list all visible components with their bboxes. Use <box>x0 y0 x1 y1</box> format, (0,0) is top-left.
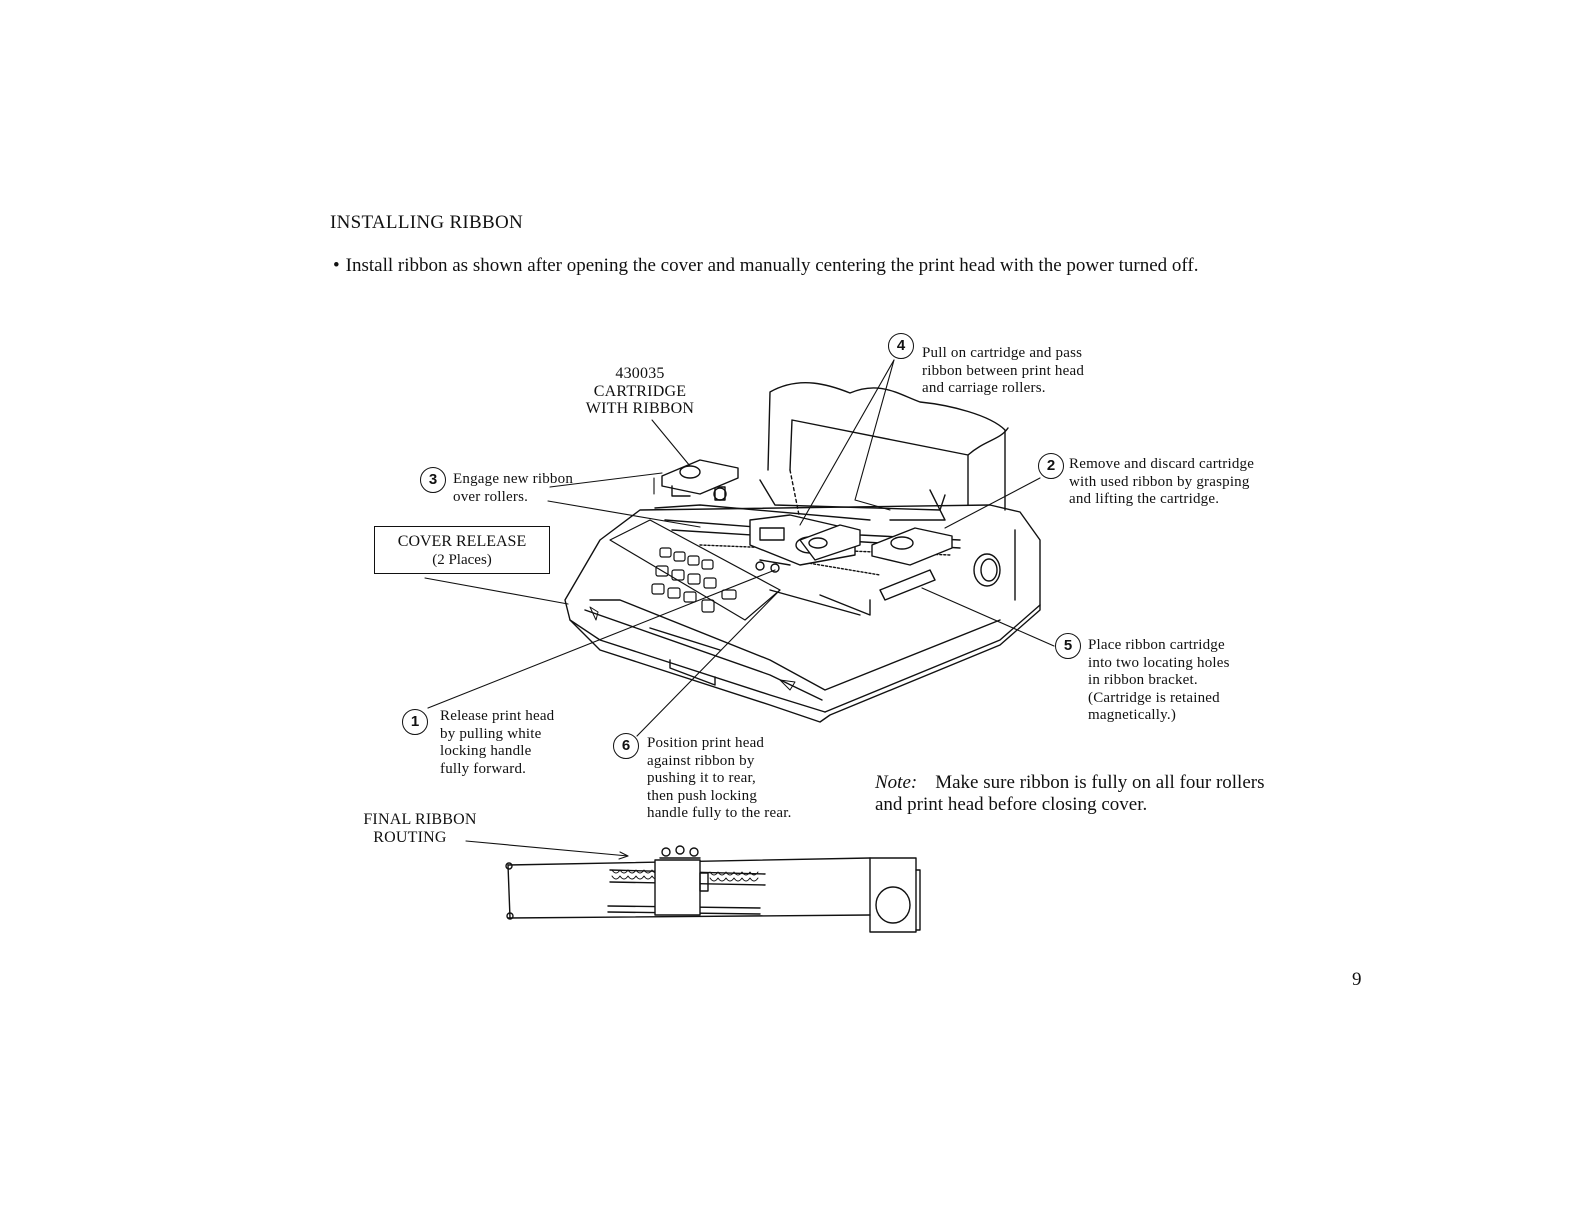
cartridge-part-number: 430035 <box>615 365 665 382</box>
step-line: Engage new ribbon <box>453 471 574 487</box>
final-routing-line: ROUTING <box>373 828 447 846</box>
note-label: Note: <box>875 772 918 793</box>
step-line: in ribbon bracket. <box>1088 672 1198 688</box>
step-line: Position print head <box>647 735 765 751</box>
step-line: pushing it to rear, <box>647 770 757 786</box>
step-6-number: 6 <box>613 733 639 759</box>
cover-release-subtitle: (2 Places) <box>432 552 492 568</box>
note-line: and print head before closing cover. <box>875 794 1148 815</box>
step-line: ribbon between print head <box>922 362 1085 379</box>
step-2-text <box>1069 456 1254 509</box>
step-line: and carriage rollers. <box>922 380 1046 396</box>
step-line: with used ribbon by grasping <box>1069 473 1250 490</box>
step-line: fully forward. <box>440 760 527 777</box>
page-number: 9 <box>1352 969 1362 990</box>
step-line: Pull on cartridge and pass <box>922 345 1083 361</box>
step-2-number: 2 <box>1038 453 1064 479</box>
step-line: handle fully to the rear. <box>647 805 792 821</box>
step-line: magnetically.) <box>1088 707 1177 723</box>
step-1-number: 1 <box>402 709 428 735</box>
step-line: locking handle <box>440 743 532 759</box>
step-line: then push locking <box>647 787 758 804</box>
cover-release-box <box>374 526 550 574</box>
step-4-number: 4 <box>888 333 914 359</box>
note-line: Make sure ribbon is fully on all four rollers <box>935 772 1265 793</box>
step-5-number: 5 <box>1055 633 1081 659</box>
step-line: over rollers. <box>453 488 529 505</box>
bullet: • <box>333 255 340 276</box>
cartridge-label-line: CARTRIDGE <box>593 382 687 400</box>
step-line: (Cartridge is retained <box>1088 689 1220 706</box>
step-line: into two locating holes <box>1088 654 1230 671</box>
step-line: by pulling white <box>440 725 542 742</box>
step-line: Release print head <box>440 708 555 724</box>
step-4-text <box>922 345 1084 398</box>
paper-cover <box>760 383 1008 520</box>
cover-release-title: COVER RELEASE <box>397 533 527 550</box>
step-6-text <box>647 735 792 823</box>
step-line: Place ribbon cartridge <box>1088 637 1225 653</box>
step-5-text <box>1088 637 1230 725</box>
step-line: Remove and discard cartridge <box>1069 456 1255 472</box>
step-line: against ribbon by <box>647 752 755 769</box>
final-routing-line: FINAL RIBBON <box>363 811 477 828</box>
page-heading: INSTALLING RIBBON <box>330 212 524 233</box>
cartridge-label <box>575 365 705 418</box>
intro-sentence: Install ribbon as shown after opening the cover and manually centering the print head with the power turned off. <box>345 255 1199 276</box>
step-3-number: 3 <box>420 467 446 493</box>
cartridge-label-line: WITH RIBBON <box>585 400 695 417</box>
step-line: and lifting the cartridge. <box>1069 491 1220 507</box>
note <box>875 772 1264 816</box>
ribbon-routing-diagram <box>506 846 920 932</box>
final-routing-label <box>350 811 490 846</box>
step-3-text <box>453 471 573 506</box>
step-1-text <box>440 708 554 778</box>
